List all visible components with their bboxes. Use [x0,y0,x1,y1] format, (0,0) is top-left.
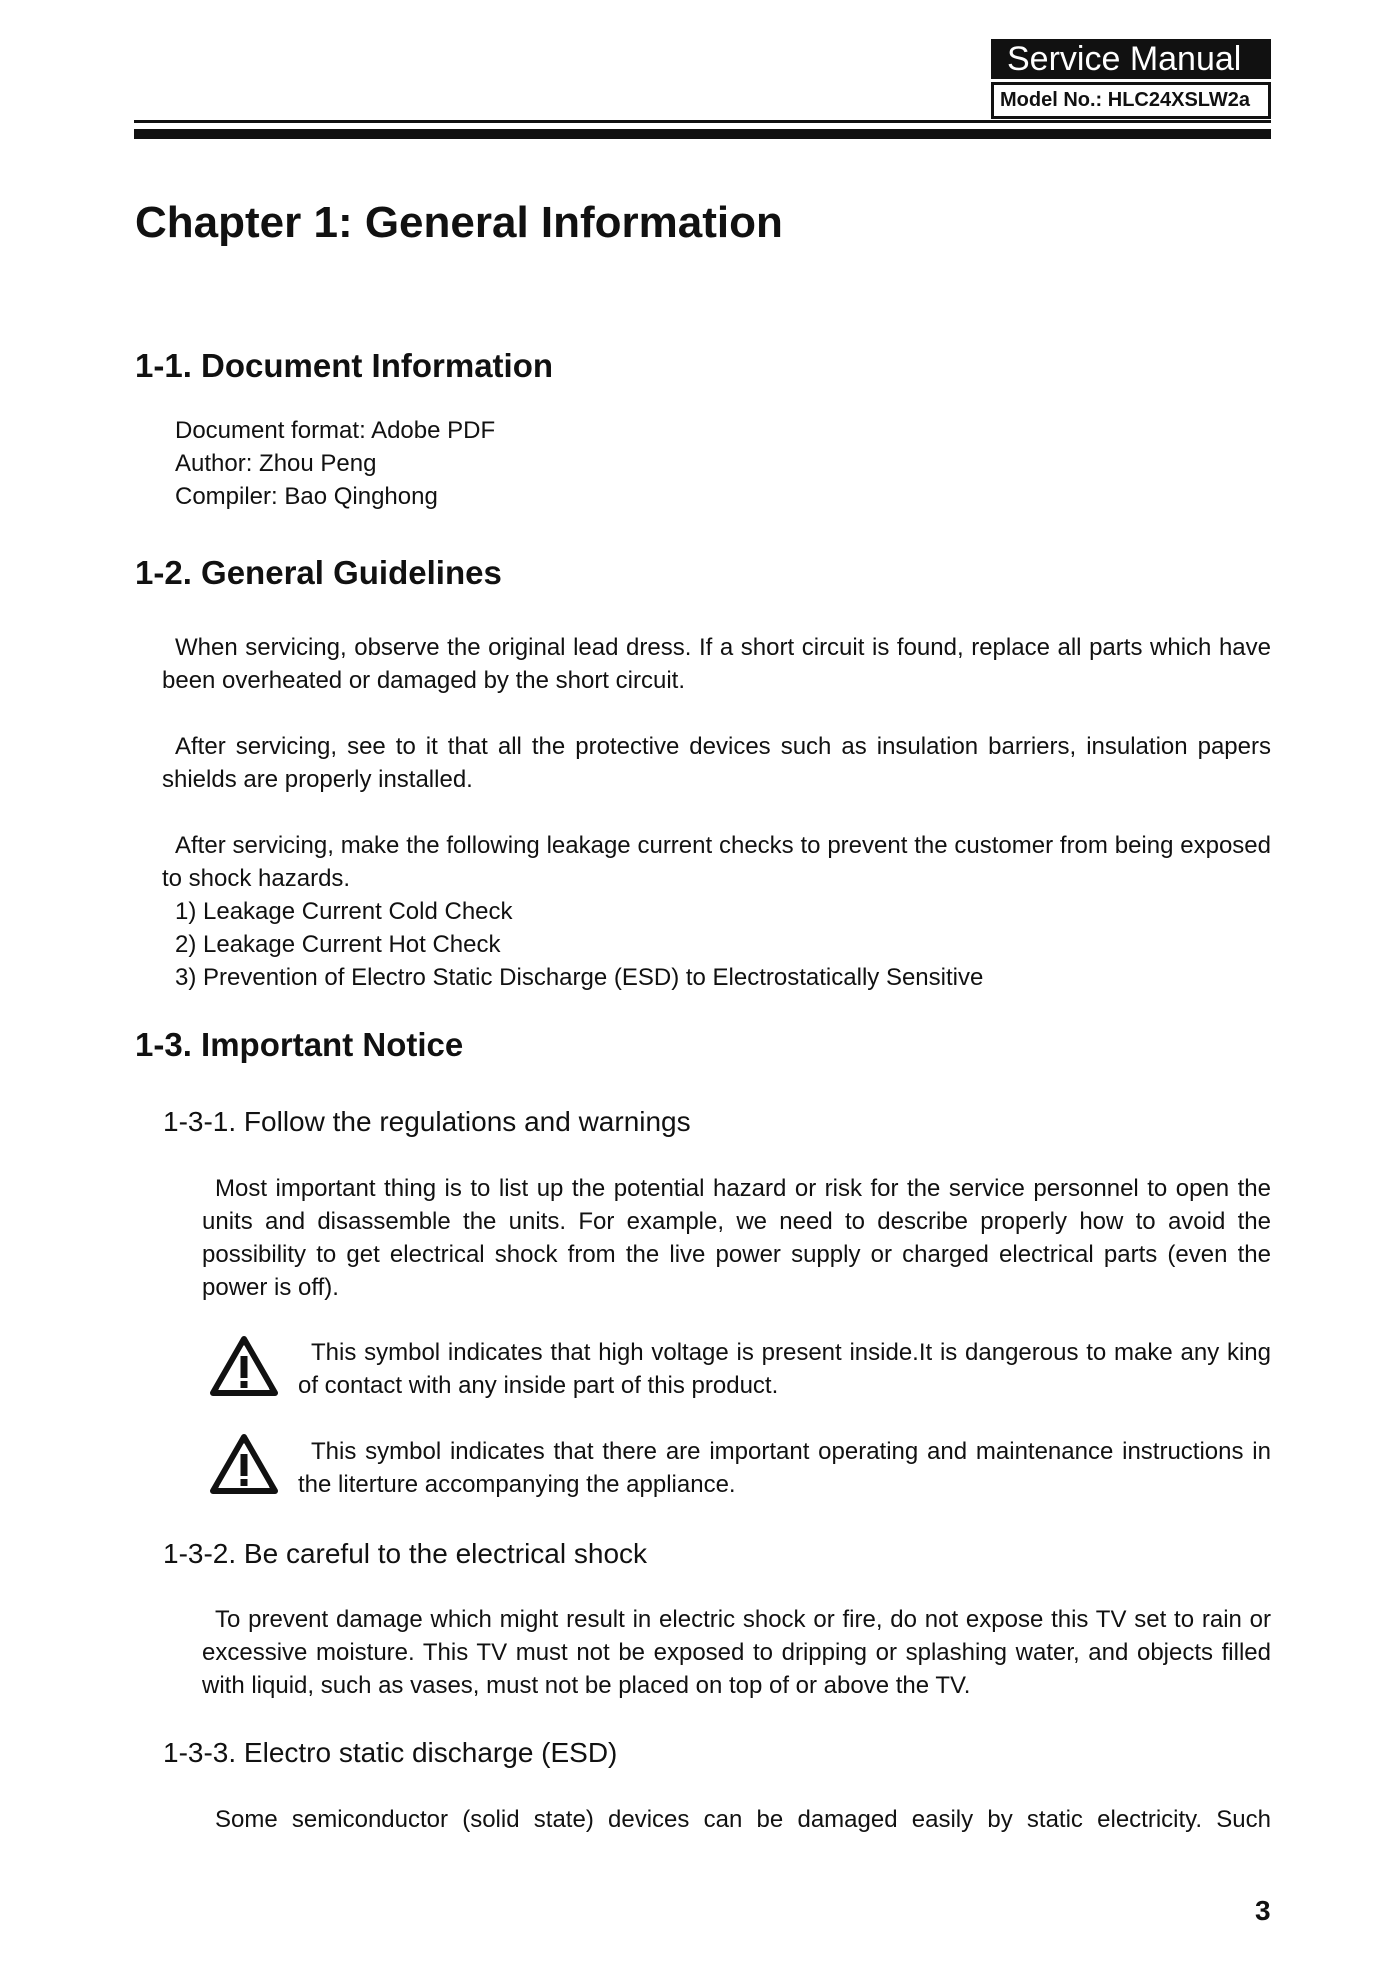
esd-paragraph: Some semiconductor (solid state) devices can be damaged easily by static electricity. Such [215,1806,1271,1833]
header-box [991,39,1271,119]
electrical-shock-paragraph: To prevent damage which might result in electric shock or fire, do not expose this TV set to rain or excessive moisture. This TV must not be exposed to dripping or splashing water, and objects filled with liquid, such as vases, must not be placed on top of or above the TV. [202,1606,1271,1699]
section-heading-1-1: 1-1. Document Information [135,347,554,384]
section-heading-1-2: 1-2. General Guidelines [135,554,502,591]
chapter-title: Chapter 1: General Information [135,198,783,247]
guideline-paragraph-1: When servicing, observe the original lead dress. If a short circuit is found, replace all parts which have been overheated or damaged by the short circuit. [162,634,1271,694]
compiler-line: Compiler: Bao Qinghong [175,483,438,510]
guideline-paragraph-2: After servicing, see to it that all the protective devices such as insulation barriers, insulation papers shields are properly installed. [162,733,1271,793]
warning-triangle-icon [209,1334,279,1398]
list-item: 1) Leakage Current Cold Check [175,898,513,925]
list-item: 3) Prevention of Electro Static Discharge (ESD) to Electrostatically Sensitive [175,964,984,991]
list-item: 2) Leakage Current Hot Check [175,931,501,958]
warning-triangle-icon [209,1432,279,1496]
page-number: 3 [1255,1895,1271,1926]
regulations-paragraph: Most important thing is to list up the potential hazard or risk for the service personnel to open the units and disassemble the units. For example, we need to describe properly how to avoid the possibility to get electrical shock from the live power supply or charged electrical parts (even the power is off). [202,1175,1271,1301]
header-rule-thin [134,120,1271,123]
section-heading-1-3: 1-3. Important Notice [135,1026,464,1063]
subsection-heading-1-3-3: 1-3-3. Electro static discharge (ESD) [163,1737,618,1768]
header-rule-thick [134,129,1271,139]
doc-format-line: Document format: Adobe PDF [175,417,496,444]
model-number: Model No.: HLC24XSLW2a [991,82,1271,119]
guideline-paragraph-3: After servicing, make the following leakage current checks to prevent the customer from being exposed to shock hazards. [162,832,1271,892]
author-line: Author: Zhou Peng [175,450,377,477]
header-title: Service Manual [991,39,1271,79]
warning-text-instructions: This symbol indicates that there are important operating and maintenance instructions in the literture accompanying the appliance. [298,1438,1271,1498]
subsection-heading-1-3-1: 1-3-1. Follow the regulations and warnings [163,1106,691,1137]
subsection-heading-1-3-2: 1-3-2. Be careful to the electrical shock [163,1538,648,1569]
warning-text-high-voltage: This symbol indicates that high voltage is present inside.It is dangerous to make any king of contact with any inside part of this product. [298,1339,1271,1399]
